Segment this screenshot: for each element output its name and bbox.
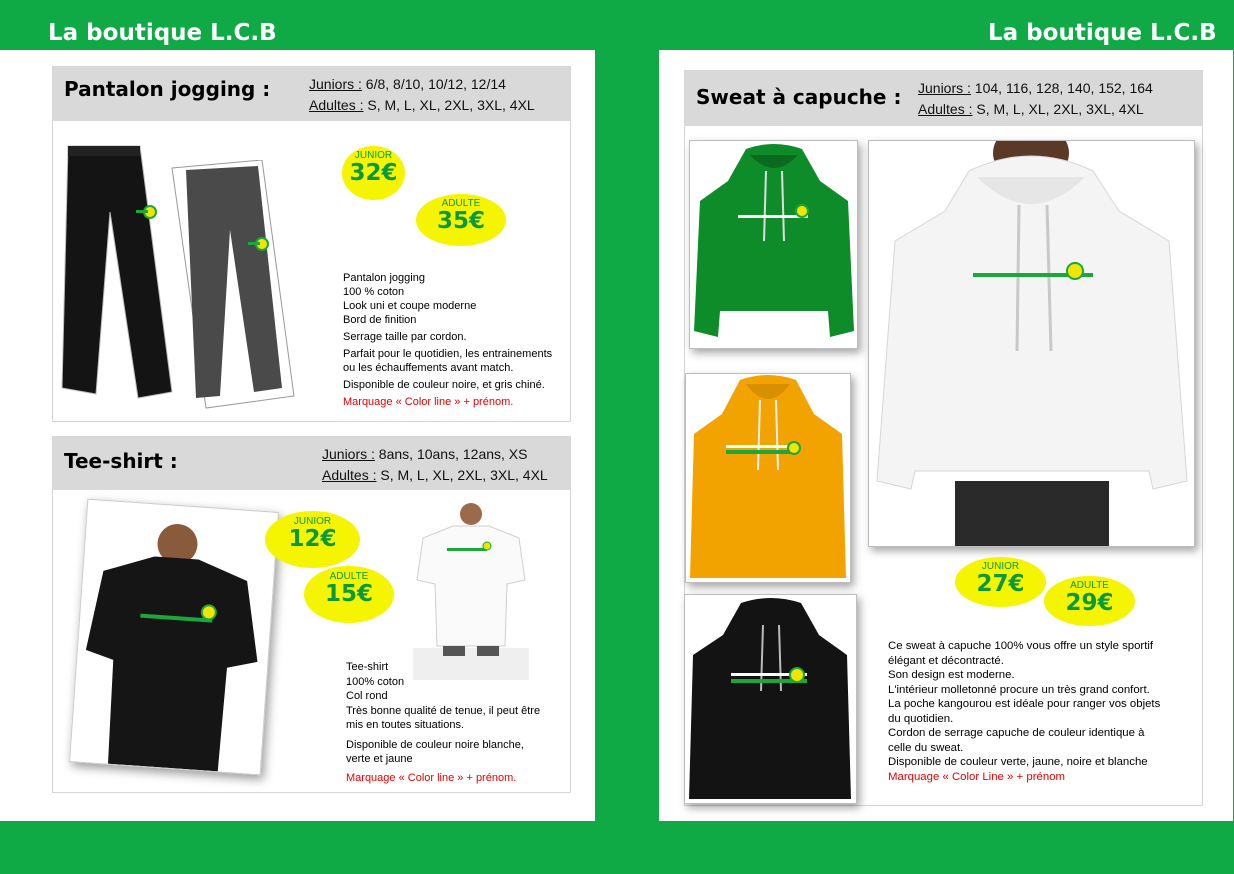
- sweat-junior-price: 27€: [976, 571, 1025, 597]
- black-tshirt-photo: [69, 499, 279, 776]
- teeshirt-junior-price-badge: [265, 511, 360, 568]
- sweat-marking-text: Marquage « Color Line » + prénom: [888, 770, 1065, 783]
- teeshirt-desc-line: Disponible de couleur noire blanche,: [346, 738, 524, 751]
- pantalon-juniors-sizes: 6/8, 8/10, 10/12, 12/14: [361, 76, 506, 92]
- sweat-desc-line: celle du sweat.: [888, 741, 964, 754]
- pantalon-description: [343, 271, 552, 409]
- pantalon-desc-line: Bord de finition: [343, 314, 417, 326]
- pantalon-desc-line: Serrage taille par cordon.: [343, 331, 467, 343]
- teeshirt-desc-line: Tee-shirt: [346, 661, 389, 673]
- pantalon-desc-line: Parfait pour le quotidien, les entrainements: [343, 348, 553, 360]
- right-page-header: La boutique L.C.B: [988, 20, 1217, 46]
- teeshirt-adultes-label: Adultes :: [322, 467, 377, 483]
- grey-jogging-pants-image: [170, 160, 296, 410]
- pantalon-desc-line: ou les échauffements avant match.: [343, 362, 514, 374]
- pantalon-junior-price-badge: [342, 146, 405, 200]
- pantalon-desc-line: 100 % coton: [343, 286, 405, 298]
- black-jogging-pants-image: [60, 142, 176, 402]
- sweat-desc-line: du quotidien.: [888, 712, 954, 725]
- sweat-desc-line: La poche kangourou est idéale pour ranger vos objets: [888, 698, 1161, 710]
- pantalon-juniors-label: Juniors :: [309, 76, 362, 92]
- sweat-adulte-label: ADULTE: [1070, 580, 1109, 591]
- pantalon-adulte-price-badge: [416, 194, 506, 246]
- teeshirt-desc-line: verte et jaune: [346, 753, 413, 765]
- sweat-juniors-sizes: 104, 116, 128, 140, 152, 164: [970, 80, 1153, 96]
- yellow-hoodie-image: [686, 374, 850, 582]
- black-tshirt-image: [70, 500, 278, 775]
- sweat-desc-line: Disponible de couleur verte, jaune, noire et blanche: [888, 756, 1148, 768]
- pantalon-junior-price: 32€: [349, 160, 398, 186]
- sweat-juniors-label: Juniors :: [918, 80, 971, 96]
- teeshirt-adulte-price: 15€: [324, 581, 373, 607]
- sweat-adulte-price-badge: [1044, 576, 1135, 626]
- sweat-desc-line: Cordon de serrage capuche de couleur identique à: [888, 727, 1145, 739]
- teeshirt-title: Tee-shirt :: [64, 449, 178, 473]
- black-hoodie-photo: [684, 594, 857, 804]
- sweat-junior-label: JUNIOR: [981, 561, 1020, 572]
- teeshirt-adulte-label: ADULTE: [329, 571, 369, 582]
- pantalon-marking-text: Marquage « Color line » + prénom.: [343, 396, 514, 408]
- teeshirt-marking-text: Marquage « Color line » + prénom.: [346, 771, 517, 784]
- teeshirt-juniors-label: Juniors :: [322, 446, 375, 462]
- pantalon-desc-line: Disponible de couleur noire, et gris chiné.: [343, 379, 545, 391]
- pantalon-desc-line: Pantalon jogging: [343, 272, 425, 284]
- pantalon-adultes-label: Adultes :: [309, 97, 364, 113]
- teeshirt-description: [346, 660, 540, 785]
- pantalon-adulte-label: ADULTE: [441, 198, 481, 209]
- sweat-junior-price-badge: [955, 557, 1046, 607]
- teeshirt-juniors-sizes: 8ans, 10ans, 12ans, XS: [374, 446, 528, 462]
- teeshirt-desc-line: Col rond: [346, 690, 388, 702]
- green-hoodie-photo: [689, 140, 858, 349]
- teeshirt-desc-line: Très bonne qualité de tenue, il peut être: [346, 704, 541, 717]
- pantalon-title: Pantalon jogging :: [64, 77, 271, 101]
- teeshirt-desc-line: mis en toutes situations.: [346, 719, 465, 731]
- sweat-sizes: [918, 78, 1153, 120]
- teeshirt-sizes: [322, 444, 548, 486]
- sweat-description: [888, 639, 1160, 784]
- white-tshirt-image: [413, 500, 529, 680]
- left-page-header: La boutique L.C.B: [48, 20, 277, 46]
- sweat-desc-line: Ce sweat à capuche 100% vous offre un style sportif: [888, 640, 1154, 652]
- pantalon-junior-label: JUNIOR: [354, 150, 393, 161]
- sweat-adultes-label: Adultes :: [918, 101, 973, 117]
- pantalon-adultes-sizes: S, M, L, XL, 2XL, 3XL, 4XL: [363, 97, 535, 113]
- sweat-desc-line: élégant et décontracté.: [888, 654, 1004, 667]
- sweat-adultes-sizes: S, M, L, XL, 2XL, 3XL, 4XL: [972, 101, 1144, 117]
- pantalon-desc-line: Look uni et coupe moderne: [343, 300, 477, 312]
- yellow-hoodie-photo: [685, 373, 851, 583]
- pantalon-adulte-price: 35€: [436, 208, 485, 234]
- sweat-desc-line: Son design est moderne.: [888, 669, 1015, 681]
- sweat-desc-line: L'intérieur molletonné procure un très grand confort.: [888, 683, 1150, 696]
- teeshirt-adultes-sizes: S, M, L, XL, 2XL, 3XL, 4XL: [376, 467, 548, 483]
- pantalon-sizes: [309, 74, 535, 116]
- green-hoodie-image: [690, 141, 857, 348]
- white-hoodie-image: [869, 141, 1194, 546]
- black-hoodie-image: [685, 595, 856, 803]
- sweat-adulte-price: 29€: [1065, 590, 1114, 616]
- teeshirt-junior-price: 12€: [288, 526, 337, 552]
- teeshirt-junior-label: JUNIOR: [293, 516, 332, 527]
- white-hoodie-photo: [868, 140, 1195, 547]
- teeshirt-adulte-price-badge: [304, 566, 394, 623]
- teeshirt-desc-line: 100% coton: [346, 675, 405, 688]
- sweat-title: Sweat à capuche :: [696, 85, 902, 109]
